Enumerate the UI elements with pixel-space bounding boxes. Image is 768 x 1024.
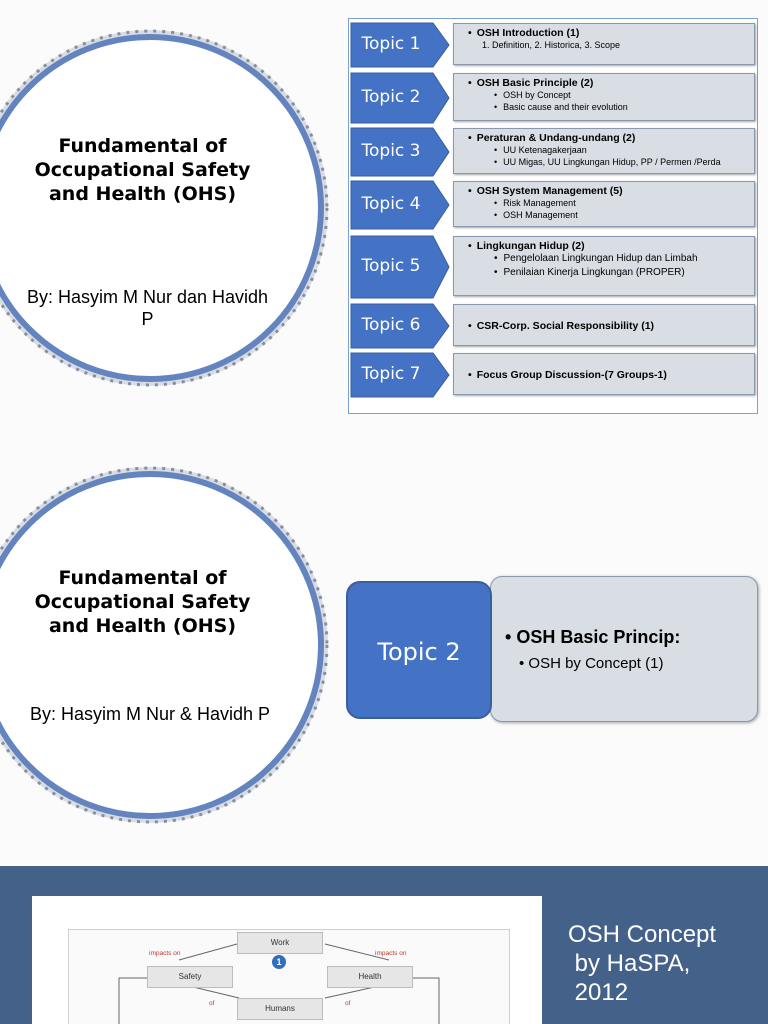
topic-description: [453, 23, 755, 65]
slide-1: [0, 0, 768, 433]
topic-sub-text: • Risk Management: [468, 197, 746, 209]
decorative-circle: [0, 0, 340, 433]
topic2-label-box: Topic 2: [346, 581, 492, 719]
topic-description: [453, 73, 755, 121]
slide1-byline: [10, 286, 285, 330]
arrow-work-safety: [179, 944, 237, 960]
topic-main-text: • CSR-Corp. Social Responsibility (1): [468, 320, 654, 332]
topic-label: Topic 3: [361, 141, 421, 161]
topic2-description-box: [490, 576, 758, 722]
title-line: and Health (OHS): [48, 615, 236, 637]
figure-humans-box: Humans: [237, 998, 323, 1020]
topic2-sub-text: OSH by Concept (1): [528, 655, 664, 672]
slide2-title: [10, 566, 275, 638]
topic-label: Topic 4: [361, 194, 421, 214]
title-line: Occupational Safety: [34, 159, 251, 181]
topic-description: [453, 128, 755, 174]
topic2-main-text: OSH Basic Princip:: [516, 627, 681, 647]
slide1-title: [10, 134, 275, 206]
title-line: OSH Concept: [568, 921, 717, 948]
topic-description: [453, 181, 755, 227]
topic-sub-text: • OSH Management: [468, 209, 746, 221]
title-line: Occupational Safety: [34, 591, 251, 613]
topic-main-text: • Peraturan & Undang-undang (2): [468, 132, 746, 144]
topic-sub-text: • Pengelolaan Lingkungan Hidup dan Limbah: [468, 252, 746, 266]
topic-main-text: • OSH Introduction (1): [468, 27, 746, 39]
topic-main-text: • Lingkungan Hidup (2): [468, 240, 746, 252]
topic-label: Topic 7: [361, 364, 421, 384]
topic2-main-bullet: • OSH Basic Princip:: [505, 627, 681, 647]
of-left-label: of: [209, 1000, 215, 1007]
figure-health-box: Health: [327, 966, 413, 988]
decorative-circle: [0, 433, 340, 866]
byline-line: By: Hasyim M Nur dan Havidh: [26, 287, 269, 307]
title-line: Fundamental of: [58, 135, 227, 157]
topic-sub-text: • UU Ketenagakerjaan: [468, 144, 746, 156]
topic-main-text: • OSH System Management (5): [468, 185, 746, 197]
slide3-title: [568, 920, 716, 1007]
figure-card: [32, 896, 542, 1024]
topic-sub-text: 1. Definition, 2. Historica, 3. Scope: [482, 40, 621, 50]
topic-sub-text: • UU Migas, UU Lingkungan Hidup, PP / Permen /Perda: [468, 156, 746, 168]
arrow-left-loop: [119, 978, 147, 1024]
of-right-label: of: [345, 1000, 351, 1007]
topic-sub-text: • Basic cause and their evolution: [468, 101, 746, 113]
topic-main-text: • OSH Basic Principle (2): [468, 77, 746, 89]
slide-3: [0, 866, 768, 1024]
impacts-right-label: impacts on: [375, 950, 407, 957]
figure-work-box: Work: [237, 932, 323, 954]
slide2-byline: By: Hasyim M Nur & Havidh P: [29, 704, 271, 724]
impacts-left-label: impacts on: [149, 950, 181, 957]
topic-label: Topic 2: [361, 87, 421, 107]
figure-frame: [68, 929, 510, 1024]
topic-description: [453, 236, 755, 296]
topic-sub-text: • Penilaian Kinerja Lingkungan (PROPER): [468, 266, 746, 280]
topic-label: Topic 5: [361, 256, 421, 276]
byline-line: P: [141, 309, 154, 329]
title-line: by HaSPA,: [568, 950, 691, 977]
arrow-right-loop: [411, 978, 439, 1024]
topic-description: [453, 353, 755, 395]
topic-label: Topic 6: [361, 315, 421, 335]
topic2-sub-bullet: • OSH by Concept (1): [519, 655, 664, 672]
title-line: 2012: [568, 979, 629, 1006]
slide-2: [0, 433, 768, 866]
figure-marker: 1: [272, 955, 286, 969]
figure-safety-box: Safety: [147, 966, 233, 988]
topic-main-text: • Focus Group Discussion-(7 Groups-1): [468, 369, 667, 381]
title-line: and Health (OHS): [48, 183, 236, 205]
topic-sub-text: • OSH by Concept: [468, 89, 746, 101]
title-line: Fundamental of: [58, 567, 227, 589]
topic-label: Topic 1: [361, 34, 421, 54]
topic-description: [453, 304, 755, 346]
